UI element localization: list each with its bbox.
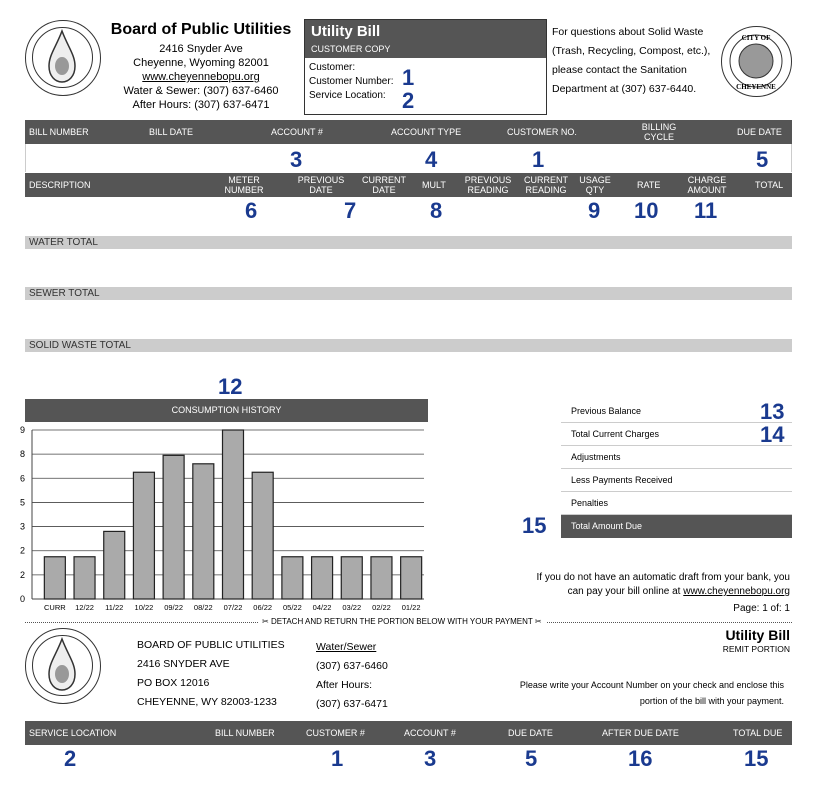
x-tick-label: 03/22 [342, 603, 362, 612]
account-type-header: ACCOUNT TYPE [391, 127, 462, 137]
penalties-label: Penalties [571, 498, 609, 508]
adjustments-label: Adjustments [571, 452, 621, 462]
total-due-remit-marker: 15 [744, 746, 769, 771]
consumption-history-marker: 12 [218, 374, 243, 399]
customer-no-header: CUSTOMER NO. [507, 127, 577, 137]
sewer-total-label: SEWER TOTAL [29, 288, 100, 299]
after-due-date-header: AFTER DUE DATE [602, 728, 679, 738]
total-current-charges-row [561, 423, 792, 446]
x-tick-label: 10/22 [134, 603, 154, 612]
description-header: DESCRIPTION [29, 180, 91, 190]
bar-06/22 [252, 472, 273, 599]
bopu-seal-logo [25, 20, 101, 96]
mult-header: MULT [422, 180, 446, 190]
after-due-date-marker: 16 [628, 746, 653, 771]
usage-qty-header: USAGE QTY [579, 175, 611, 195]
solid-waste-note: For questions about Solid Waste (Trash, Recycling, Compost, etc.), please contact the Sanitation Department at (307) 637-6440. [552, 26, 711, 95]
previous-balance-label: Previous Balance [571, 406, 642, 416]
utility-bill-box [304, 19, 547, 115]
detail-header-bar [25, 173, 792, 197]
remit-account-number-header: ACCOUNT # [404, 728, 456, 738]
after-hours-phone: After Hours: (307) 637-6471 [132, 99, 270, 111]
customer-label: Customer: [309, 62, 356, 73]
y-tick-label: 3 [20, 521, 26, 532]
svg-text:CHEYENNE: CHEYENNE [736, 83, 776, 91]
x-tick-label: 11/22 [105, 603, 124, 612]
detach-text: DETACH AND RETURN THE PORTION BELOW WITH YOUR PAYMENT [270, 617, 533, 626]
previous-balance-marker: 13 [760, 399, 785, 424]
remit-instructions-line2: portion of the bill with your payment. [639, 696, 784, 706]
solid-waste-total-label: SOLID WASTE TOTAL [29, 340, 131, 351]
remit-org-name: BOARD OF PUBLIC UTILITIES [137, 639, 285, 651]
meter-number-marker: 6 [245, 198, 258, 223]
total-amount-due-label: Total Amount Due [571, 521, 643, 531]
consumption-history-chart [18, 424, 428, 616]
due-date-header: DUE DATE [737, 127, 782, 137]
previous-reading-header: PREVIOUS READING [464, 175, 512, 195]
scissors-icon: ✂ [534, 617, 542, 626]
remit-due-date-header: DUE DATE [508, 728, 553, 738]
bill-title: Utility Bill [311, 23, 381, 40]
y-tick-label: 2 [20, 545, 26, 556]
account-values-row [25, 144, 792, 172]
scissors-icon: ✂ [262, 617, 269, 626]
remit-after-hours-label: After Hours: [316, 679, 373, 691]
due-date-marker: 5 [756, 147, 769, 172]
customer-number-remit-marker: 1 [331, 746, 344, 771]
org-address-line2: Cheyenne, Wyoming 82001 [133, 57, 269, 69]
bar-CURR [44, 557, 65, 599]
previous-date-marker: 7 [344, 198, 357, 223]
chart-title: CONSUMPTION HISTORY [171, 405, 282, 415]
account-number-header: ACCOUNT # [271, 127, 323, 137]
previous-balance-row [561, 400, 792, 423]
x-tick-label: 01/22 [401, 603, 421, 612]
remit-water-sewer-phone: (307) 637-6460 [316, 660, 388, 672]
less-payments-row [561, 469, 792, 492]
customer-number-marker: 1 [402, 65, 415, 90]
account-number-remit-marker: 3 [424, 746, 437, 771]
copy-label: CUSTOMER COPY [311, 44, 391, 54]
penalties-row [561, 492, 792, 515]
bill-number-header: BILL NUMBER [29, 127, 89, 137]
remit-water-sewer-label: Water/Sewer [316, 641, 377, 653]
remit-bill-number-header: BILL NUMBER [215, 728, 275, 738]
consumption-history-title-bar [25, 399, 428, 422]
org-name: Board of Public Utilities [110, 21, 292, 38]
y-tick-label: 8 [20, 449, 26, 460]
bar-11/22 [104, 531, 125, 599]
total-header: TOTAL [755, 180, 784, 190]
account-number-marker: 3 [290, 147, 303, 172]
x-tick-label: 04/22 [312, 603, 332, 612]
account-type-marker: 4 [425, 147, 438, 172]
x-tick-label: 06/22 [253, 603, 273, 612]
total-amount-due-marker: 15 [522, 513, 547, 538]
total-current-charges-marker: 14 [760, 422, 785, 447]
bopu-seal-logo-remit [25, 628, 101, 704]
bar-08/22 [193, 464, 214, 599]
bar-02/22 [371, 557, 392, 599]
total-amount-due-row [561, 515, 792, 538]
remit-customer-number-header: CUSTOMER # [306, 728, 365, 738]
meter-number-header: METER NUMBER [224, 175, 264, 195]
remit-header-bar [25, 721, 792, 745]
remit-subtitle: REMIT PORTION [722, 644, 790, 654]
x-tick-label: 09/22 [164, 603, 184, 612]
remit-address3: CHEYENNE, WY 82003-1233 [137, 696, 277, 708]
pay-online-line1: If you do not have an automatic draft from your bank, you [536, 572, 790, 583]
bar-01/22 [401, 557, 422, 599]
water-total-label: WATER TOTAL [29, 237, 98, 248]
bar-09/22 [163, 455, 184, 599]
bill-date-header: BILL DATE [149, 127, 194, 137]
rate-header: RATE [637, 180, 661, 190]
water-sewer-phone: Water & Sewer: (307) 637-6460 [123, 85, 279, 97]
water-total-row [25, 236, 792, 249]
x-tick-label: CURR [44, 603, 66, 612]
bar-07/22 [223, 430, 244, 599]
org-website-link[interactable]: www.cheyennebopu.org [142, 71, 260, 83]
remit-title: Utility Bill [725, 627, 790, 643]
total-current-charges-label: Total Current Charges [571, 429, 660, 439]
x-tick-label: 07/22 [223, 603, 243, 612]
bar-12/22 [74, 557, 95, 599]
total-due-header: TOTAL DUE [733, 728, 783, 738]
y-tick-label: 6 [20, 473, 26, 484]
city-of-cheyenne-seal [721, 26, 792, 97]
customer-number-label: Customer Number: [309, 76, 394, 87]
account-header-bar [25, 120, 792, 144]
y-tick-label: 5 [20, 497, 26, 508]
bar-05/22 [282, 557, 303, 599]
y-tick-label: 0 [20, 594, 26, 604]
y-tick-label: 9 [20, 425, 26, 435]
previous-date-header: PREVIOUS DATE [297, 175, 345, 195]
usage-qty-marker: 9 [588, 198, 601, 223]
rate-marker: 10 [634, 198, 659, 223]
service-location-header: SERVICE LOCATION [29, 728, 117, 738]
current-reading-header: CURRENT READING [524, 175, 568, 195]
current-date-header: CURRENT DATE [362, 175, 406, 195]
customer-no-marker: 1 [532, 147, 545, 172]
svg-text:CITY OF: CITY OF [741, 34, 771, 42]
pay-online-line2: can pay your bill online at [567, 586, 681, 597]
detach-notice [258, 616, 546, 628]
service-location-label: Service Location: [309, 90, 386, 101]
x-tick-label: 08/22 [193, 603, 213, 612]
remit-instructions-line1: Please write your Account Number on your check and enclose this [519, 680, 784, 690]
sewer-total-row [25, 287, 792, 300]
remit-after-hours-phone: (307) 637-6471 [316, 698, 388, 710]
bar-10/22 [133, 472, 154, 599]
bar-03/22 [341, 557, 362, 599]
remit-address2: PO BOX 12016 [137, 677, 210, 689]
y-tick-label: 2 [20, 569, 26, 580]
bar-04/22 [312, 557, 333, 599]
org-address-line1: 2416 Snyder Ave [159, 43, 243, 55]
due-date-remit-marker: 5 [525, 746, 538, 771]
x-tick-label: 02/22 [372, 603, 391, 612]
adjustments-row [561, 446, 792, 469]
service-location-remit-marker: 2 [64, 746, 77, 771]
charge-amount-marker: 11 [694, 198, 718, 223]
less-payments-label: Less Payments Received [571, 475, 673, 485]
x-tick-label: 12/22 [75, 603, 94, 612]
service-location-marker: 2 [402, 88, 415, 113]
billing-cycle-header: BILLING CYCLE [641, 122, 677, 142]
solid-waste-total-row [25, 339, 792, 352]
x-tick-label: 05/22 [282, 603, 302, 612]
pay-online-link[interactable]: www.cheyennebopu.org [683, 586, 790, 597]
current-date-marker: 8 [430, 198, 443, 223]
charge-amount-header: CHARGE AMOUNT [687, 175, 727, 195]
page-number: Page: 1 of: 1 [733, 603, 790, 614]
remit-address1: 2416 SNYDER AVE [137, 658, 230, 670]
